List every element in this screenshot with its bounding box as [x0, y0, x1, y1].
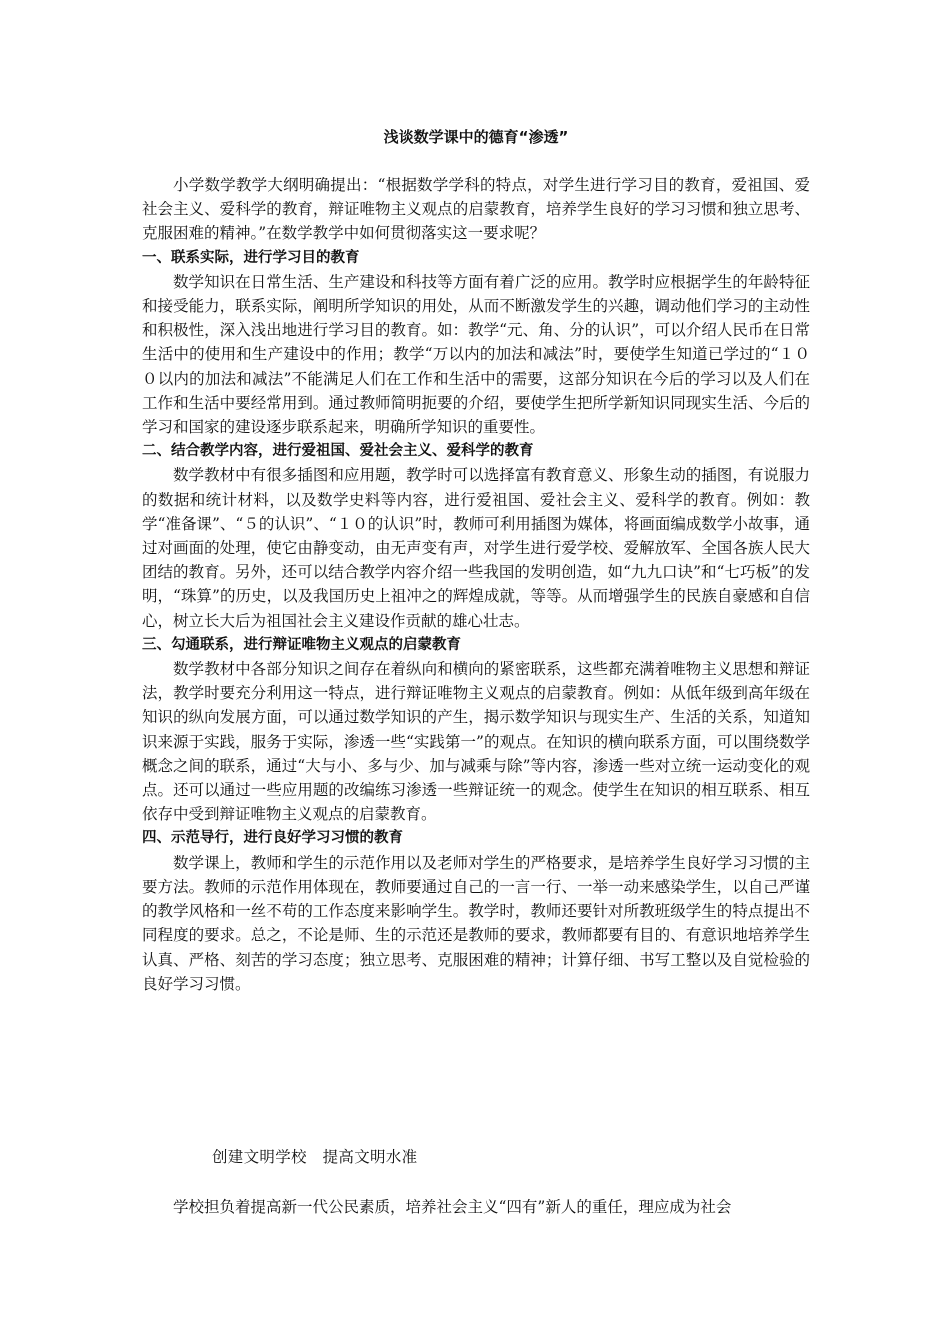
section-heading-3: 三、勾通联系，进行辩证唯物主义观点的启蒙教育: [142, 636, 461, 653]
section-body-4: 数学课上，教师和学生的示范作用以及老师对学生的严格要求，是培养学生良好学习习惯的主要方法。教师的示范作用体现在，教师要通过自己的一言一行、一举一动来感染学生，以自己严谨的教学风格和一丝不苟的工作态度来影响学生。教学时，教师还要针对所教班级学生的特点提出不同程度的要求。总之，不论是师、生的示范还是教师的要求，教师都要有目的、有意识地培养学生认真、严格、刻苦的学习态度；独立思考、克服困难的精神；计算仔细、书写工整以及自觉检验的良好学习习惯。: [142, 853, 810, 993]
article-title: 浅谈数学课中的德育“渗透”: [383, 128, 569, 146]
section-body-1: 数学知识在日常生活、生产建设和科技等方面有着广泛的应用。教学时应根据学生的年龄特征和接受能力，联系实际，阐明所学知识的用处，从而不断激发学生的兴趣，调动他们学习的主动性和积极性，深入浅出地进行学习目的教育。如：教学“元、角、分的认识”，可以介绍人民币在日常生活中的使用和生产建设中的作用；教学“万以内的加法和减法”时，要使学生知道已学过的“１００以内的加法和减法”不能满足人们在工作和生活中的需要，这部分知识在今后的学习以及人们在工作和生活中要经常用到。通过教师简明扼要的介绍，要使学生把所学新知识同现实生活、今后的学习和国家的建设逐步联系起来，明确所学知识的重要性。: [142, 272, 810, 437]
section-heading-1: 一、联系实际，进行学习目的教育: [142, 249, 360, 266]
second-article-intro: 学校担负着提高新一代公民素质，培养社会主义“四有”新人的重任，理应成为社会: [173, 1198, 732, 1216]
intro-paragraph: 小学数学教学大纲明确提出：“根据数学学科的特点，对学生进行学习目的教育，爱祖国、爱社会主义、爱科学的教育，辩证唯物主义观点的启蒙教育，培养学生良好的学习习惯和独立思考、克服困难的精神。”在数学教学中如何贯彻落实这一要求呢？: [142, 176, 810, 243]
second-article-title: 创建文明学校 提高文明水准: [212, 1148, 418, 1166]
section-body-3: 数学教材中各部分知识之间存在着纵向和横向的紧密联系，这些都充满着唯物主义思想和辩证法，教学时要充分利用这一特点，进行辩证唯物主义观点的启蒙教育。例如：从低年级到高年级在知识的纵向发展方面，可以通过数学知识的产生，揭示数学知识与现实生产、生活的关系，知道知识来源于实践，服务于实际，渗透一些“实践第一”的观点。在知识的横向联系方面，可以围绕数学概念之间的联系，通过“大与小、多与少、加与减乘与除”等内容，渗透一些对立统一运动变化的观点。还可以通过一些应用题的改编练习渗透一些辩证统一的观念。使学生在知识的相互联系、相互依存中受到辩证唯物主义观点的启蒙教育。: [142, 660, 810, 824]
section-body-2: 数学教材中有很多插图和应用题，教学时可以选择富有教育意义、形象生动的插图，有说服力的数据和统计材料，以及数学史料等内容，进行爱祖国、爱社会主义、爱科学的教育。例如：教学“准备课”、“５的认识”、“１０的认识”时，教师可利用插图为媒体，将画面编成数学小故事，通过对画面的处理，使它由静变动，由无声变有声，对学生进行爱学校、爱解放军、全国各族人民大团结的教育。另外，还可以结合教学内容介绍一些我国的发明创造，如“九九口诀”和“七巧板”的发明，“珠算”的历史，以及我国历史上祖冲之的辉煌成就，等等。从而增强学生的民族自豪感和自信心，树立长大后为祖国社会主义建设作贡献的雄心壮志。: [142, 466, 810, 630]
article-body: [142, 173, 810, 996]
section-heading-4: 四、示范导行，进行良好学习习惯的教育: [142, 830, 403, 847]
section-heading-2: 二、结合教学内容，进行爱祖国、爱社会主义、爱科学的教育: [142, 443, 534, 460]
